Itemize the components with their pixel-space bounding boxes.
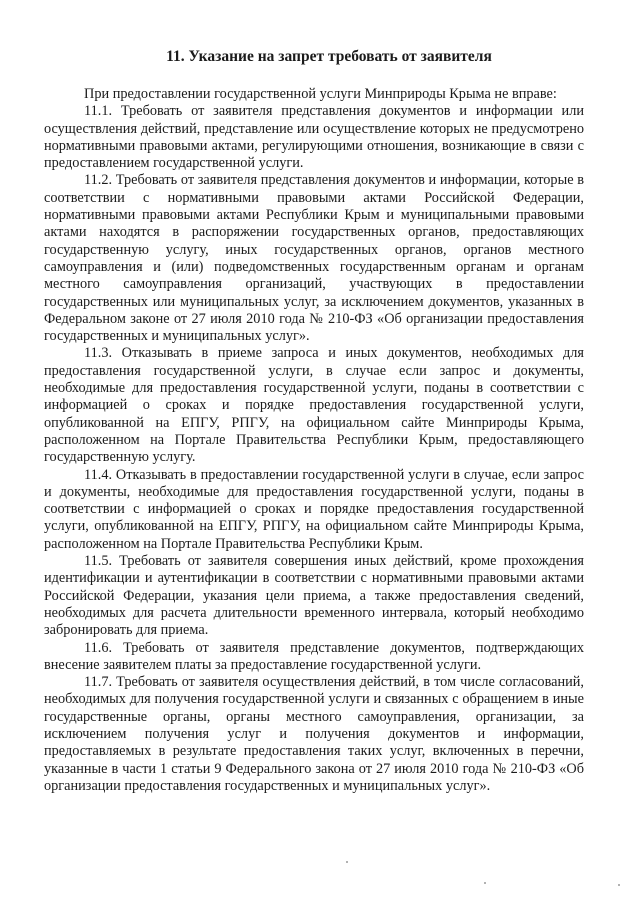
paragraph-11-6: 11.6. Требовать от заявителя представление документов, подтверждающих внесение заявителем платы за предоставление государственной услуги. <box>44 639 584 673</box>
paragraph-11-7: 11.7. Требовать от заявителя осуществления действий, в том числе согласований, необходимых для получения государственной услуги и связанных с обращением в иные государственные органы, органы местного самоуправления, организации, за исключением получения услуг и получения документов и информации, предоставляемых в результате предоставления таких услуг, включенных в перечни, указанные в части 1 статьи 9 Федерального закона от 27 июля 2010 года № 210-ФЗ «Об организации предоставления государственных и муниципальных услуг». <box>44 674 584 794</box>
scan-speck <box>618 884 620 886</box>
section-body <box>44 86 584 795</box>
paragraph-11-1: 11.1. Требовать от заявителя представления документов и информации или осуществления действий, представление или осуществление которых не предусмотрено нормативными правовыми актами, регулирующими отношения, возникающие в связи с предоставлением государственной услуги. <box>44 103 584 172</box>
intro-paragraph: При предоставлении государственной услуги Минприроды Крыма не вправе: <box>84 86 557 102</box>
paragraph-11-2: 11.2. Требовать от заявителя представления документов и информации, которые в соответствии с нормативными правовыми актами Российской Федерации, нормативными правовыми актами Республики Крым и муниципальными правовыми актами находятся в распоряжении государственных органов, предоставляющих государственную услугу, иных государственных органов, органов местного самоуправления и (или) подведомственных государственным органам и органам местного самоуправления организаций, участвующих в предоставлении государственных или муниципальных услуг, за исключением документов, указанных в Федеральном законе от 27 июля 2010 года № 210-ФЗ «Об организации предоставления государственных и муниципальных услуг». <box>44 172 584 345</box>
paragraph-11-3: 11.3. Отказывать в приеме запроса и иных документов, необходимых для предоставления государственной услуги, в случае если запрос и документы, необходимые для предоставления государственной услуги, поданы в соответствии с информацией о сроках и порядке предоставления государственной услуги, опубликованной на ЕПГУ, РПГУ, на официальном сайте Минприроды Крыма, расположенном на Портале Правительства Республики Крым, предоставляющего государственную услугу. <box>44 345 584 466</box>
paragraph-11-5: 11.5. Требовать от заявителя совершения иных действий, кроме прохождения идентификации и аутентификации в соответствии с нормативными правовыми актами Российской Федерации, указания цели приема, а также предоставления сведений, необходимых для расчета длительности временного интервала, который необходимо забронировать для приема. <box>44 553 584 639</box>
section-heading: 11. Указание на запрет требовать от заявителя <box>166 48 492 65</box>
paragraph-11-4: 11.4. Отказывать в предоставлении государственной услуги в случае, если запрос и документы, необходимые для предоставления государственной услуги, поданы в соответствии с информацией о сроках и порядке предоставления государственной услуги, опубликованной на ЕПГУ, РПГУ, на официальном сайте Минприроды Крыма, расположенном на Портале Правительства Республики Крым. <box>44 466 584 552</box>
scan-speck <box>484 882 486 884</box>
scan-speck <box>346 861 348 863</box>
